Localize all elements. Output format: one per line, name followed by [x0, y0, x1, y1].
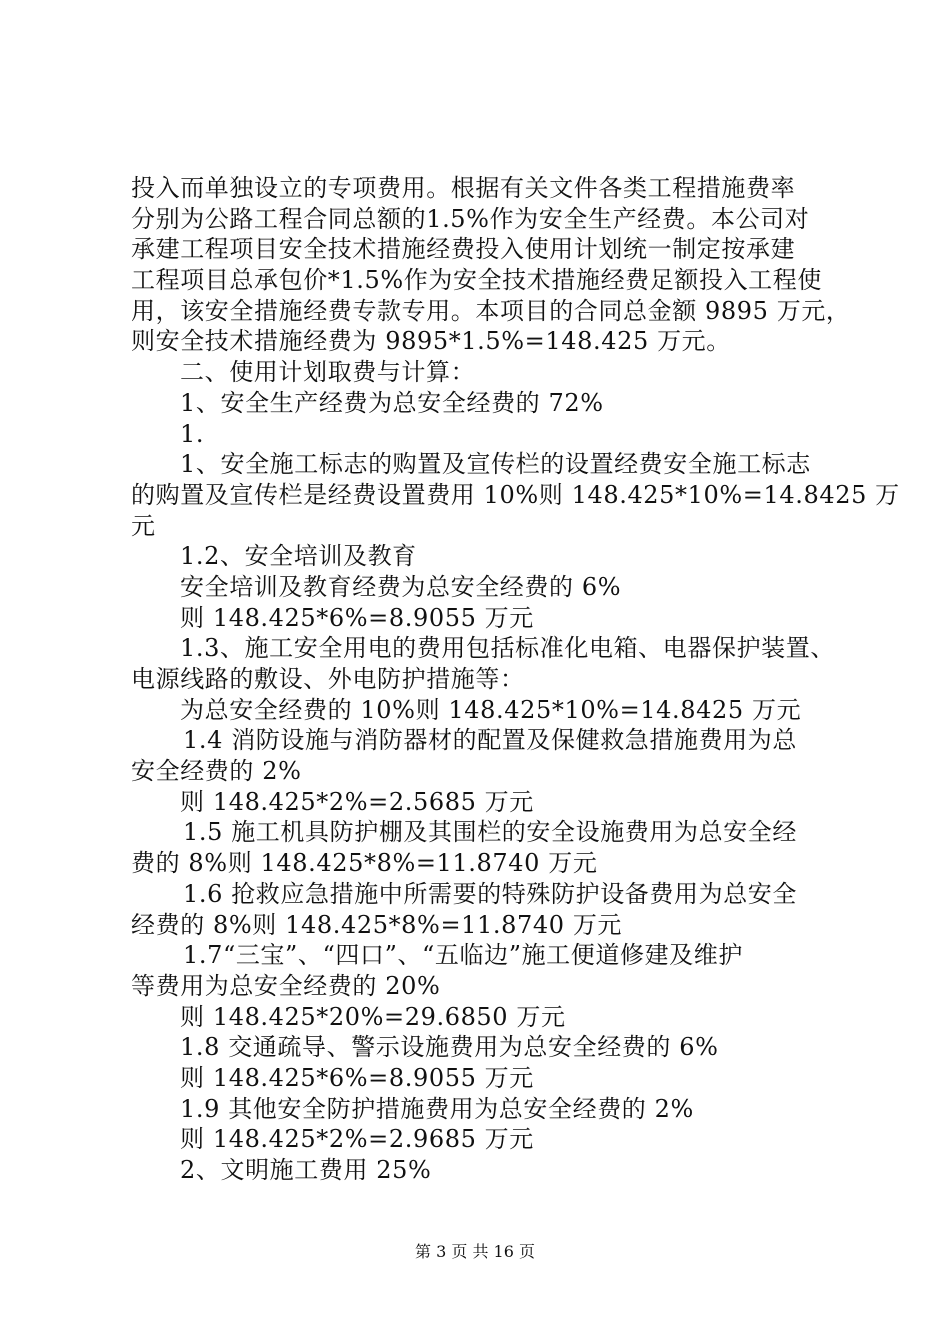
- text-line: 2、文明施工费用 25%: [180, 1156, 432, 1184]
- text-line: 工程项目总承包价*1.5%作为安全技术措施经费足额投入工程使: [131, 266, 822, 295]
- text-line: 经费的 8%则 148.425*8%=11.8740 万元: [131, 910, 623, 939]
- text-line: 1.7“三宝”、“四口”、“五临边”施工便道修建及维护: [183, 941, 743, 970]
- text-line: 等费用为总安全经费的 20%: [131, 971, 441, 1000]
- document-body: [131, 173, 900, 1186]
- text-line: 则 148.425*6%=8.9055 万元: [180, 603, 534, 632]
- text-line: 电源线路的敷设、外电防护措施等：: [131, 665, 525, 693]
- text-line: 1.8 交通疏导、警示设施费用为总安全经费的 6%: [180, 1033, 719, 1062]
- page-footer: 第 3 页 共 16 页: [415, 1242, 535, 1261]
- text-line: 1、安全生产经费为总安全经费的 72%: [180, 388, 604, 417]
- text-line: 则 148.425*20%=29.6850 万元: [180, 1002, 566, 1031]
- text-line: 投入而单独设立的专项费用。根据有关文件各类工程措施费率: [131, 174, 796, 202]
- text-line: 用，该安全措施经费专款专用。本项目的合同总金额 9895 万元，: [131, 296, 851, 325]
- text-line: 为总安全经费的 10%则 148.425*10%=14.8425 万元: [180, 695, 802, 724]
- text-line: 1.3、施工安全用电的费用包括标准化电箱、电器保护装置、: [180, 634, 835, 663]
- text-line: 承建工程项目安全技术措施经费投入使用计划统一制定按承建: [131, 235, 796, 264]
- text-line: 则 148.425*2%=2.9685 万元: [180, 1125, 534, 1154]
- text-line: 的购置及宣传栏是经费设置费用 10%则 148.425*10%=14.8425 万: [131, 480, 900, 509]
- text-line: 安全培训及教育经费为总安全经费的 6%: [180, 572, 622, 601]
- text-line: 1、安全施工标志的购置及宣传栏的设置经费安全施工标志: [180, 450, 811, 479]
- text-line: 分别为公路工程合同总额的1.5%作为安全生产经费。本公司对: [131, 204, 810, 233]
- text-line: 1.9 其他安全防护措施费用为总安全经费的 2%: [180, 1094, 694, 1123]
- text-line: 二、使用计划取费与计算：: [180, 358, 476, 387]
- text-line: 费的 8%则 148.425*8%=11.8740 万元: [131, 849, 598, 878]
- text-line: 1.5 施工机具防护棚及其围栏的安全设施费用为总安全经: [183, 818, 797, 847]
- text-line: 1.6 抢救应急措施中所需要的特殊防护设备费用为总安全: [183, 879, 797, 908]
- text-line: 则 148.425*2%=2.5685 万元: [180, 787, 534, 816]
- text-line: 1.2、安全培训及教育: [180, 542, 417, 571]
- text-line: 1.4 消防设施与消防器材的配置及保健救急措施费用为总: [183, 726, 797, 755]
- text-line: 元: [131, 511, 156, 540]
- text-line: 则 148.425*6%=8.9055 万元: [180, 1063, 534, 1092]
- text-line: 则安全技术措施经费为 9895*1.5%=148.425 万元。: [131, 327, 731, 356]
- text-line: 安全经费的 2%: [131, 757, 302, 786]
- text-line: 1.: [180, 419, 205, 448]
